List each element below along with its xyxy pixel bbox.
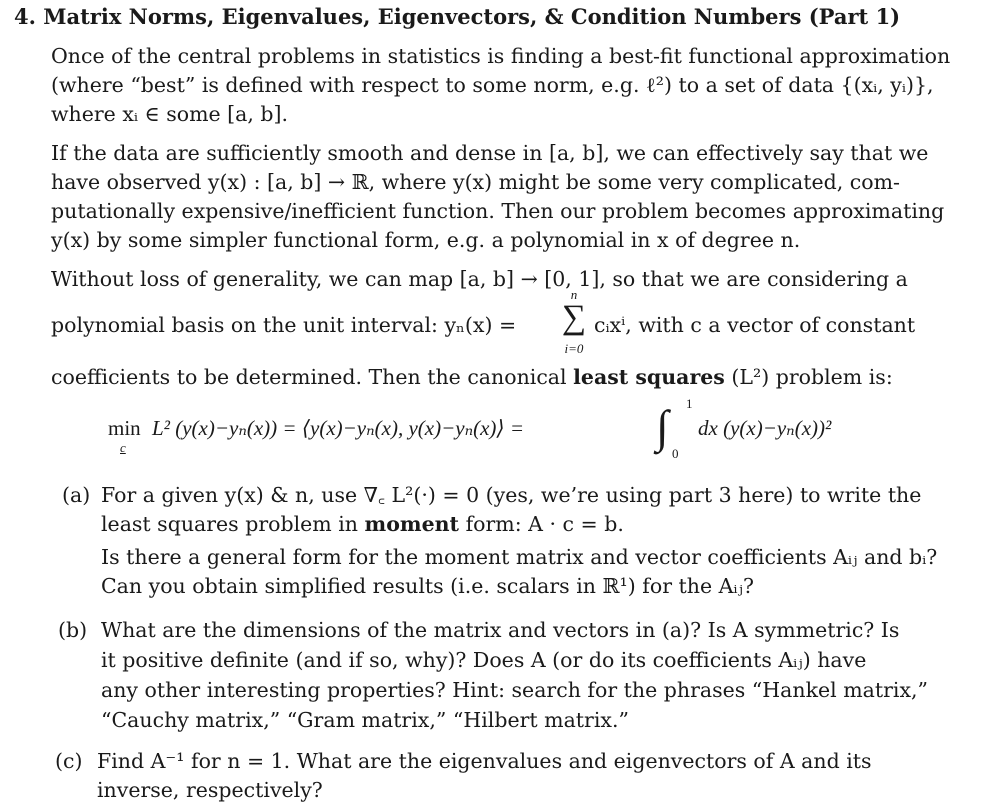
smoothness-line-4: y(x) by some simpler functional form, e.g. a polynomial in x of degree n. (51, 228, 801, 252)
mapping-line-2b: cᵢxⁱ, with c a vector of constant (594, 313, 916, 337)
part-b-line-1: What are the dimensions of the matrix and vectors in (a)? Is A symmetric? Is (101, 618, 900, 642)
part-b-line-4: “Cauchy matrix,” “Gram matrix,” “Hilbert matrix.” (101, 708, 629, 732)
sum-lower-limit: i=0 (564, 341, 584, 356)
part-a-line-2 (101, 511, 624, 537)
part-c-line-1: Find A⁻¹ for n = 1. What are the eigenvalues and eigenvectors of A and its (97, 749, 872, 773)
integral-lower-limit: 0 (672, 446, 679, 461)
min-operator: min (108, 416, 141, 440)
smoothness-line-3: putationally expensive/inefficient function. Then our problem becomes approximating (51, 199, 945, 223)
part-a-label: (a) (62, 483, 91, 507)
part-a-line-2-prefix: least squares problem in (101, 512, 359, 536)
part-a-line-2-suffix: form: A · c = b. (465, 512, 624, 536)
summation-symbol (556, 287, 592, 362)
least-squares-term: least squares (573, 365, 725, 389)
part-a-line-3: Is there a general form for the moment matrix and vector coefficients Aᵢⱼ and bᵢ? (101, 545, 938, 569)
part-a-line-1: For a given y(x) & n, use ∇꜀ L²(·) = 0 (yes, we’re using part 3 here) to write the (101, 483, 922, 507)
min-subscript: c (120, 440, 126, 455)
l2-problem-text: (L²) problem is: (731, 365, 893, 389)
sum-upper-limit: n (570, 287, 578, 302)
intro-line-1: Once of the central problems in statistics is finding a best-fit functional approximation (51, 44, 951, 68)
smoothness-line-2: have observed y(x) : [a, b] → ℝ, where y(x) might be some very complicated, com- (51, 170, 900, 194)
equation-body: L² (y(x)−yₙ(x)) = ⟨y(x)−yₙ(x), y(x)−yₙ(x)⟩ = (152, 416, 525, 440)
intro-line-3: where xᵢ ∈ some [a, b]. (51, 102, 289, 126)
mapping-line-3 (51, 364, 893, 390)
integral-upper-limit: 1 (686, 396, 693, 411)
integral-sign: ∫ (656, 401, 669, 452)
mapping-line-2a: polynomial basis on the unit interval: yₙ(x) = (51, 313, 517, 337)
part-b-label: (b) (58, 618, 88, 642)
part-b-line-3: any other interesting properties? Hint: search for the phrases “Hankel matrix,” (101, 678, 929, 702)
sigma-glyph: ∑ (561, 299, 587, 336)
mapping-line-1: Without loss of generality, we can map [a, b] → [0, 1], so that we are considering a (51, 267, 908, 291)
moment-term: moment (364, 512, 460, 536)
coefficients-text: coefficients to be determined. Then the canonical (51, 365, 567, 389)
problem-heading: 4. Matrix Norms, Eigenvalues, Eigenvectors, & Condition Numbers (Part 1) (14, 4, 901, 29)
smoothness-line-1: If the data are sufficiently smooth and dense in [a, b], we can effectively say that we (51, 141, 929, 165)
least-squares-equation (108, 396, 888, 462)
part-b-line-2: it positive definite (and if so, why)? Does A (or do its coefficients Aᵢⱼ) have (101, 648, 867, 672)
part-a-line-4: Can you obtain simplified results (i.e. scalars in ℝ¹) for the Aᵢⱼ? (101, 574, 754, 598)
part-c-line-2: inverse, respectively? (97, 778, 323, 802)
integrand: dx (y(x)−yₙ(x))² (698, 416, 832, 440)
part-c-label: (c) (55, 749, 83, 773)
intro-line-2: (where “best” is defined with respect to some norm, e.g. ℓ²) to a set of data {(xᵢ, yᵢ)}, (51, 73, 934, 97)
